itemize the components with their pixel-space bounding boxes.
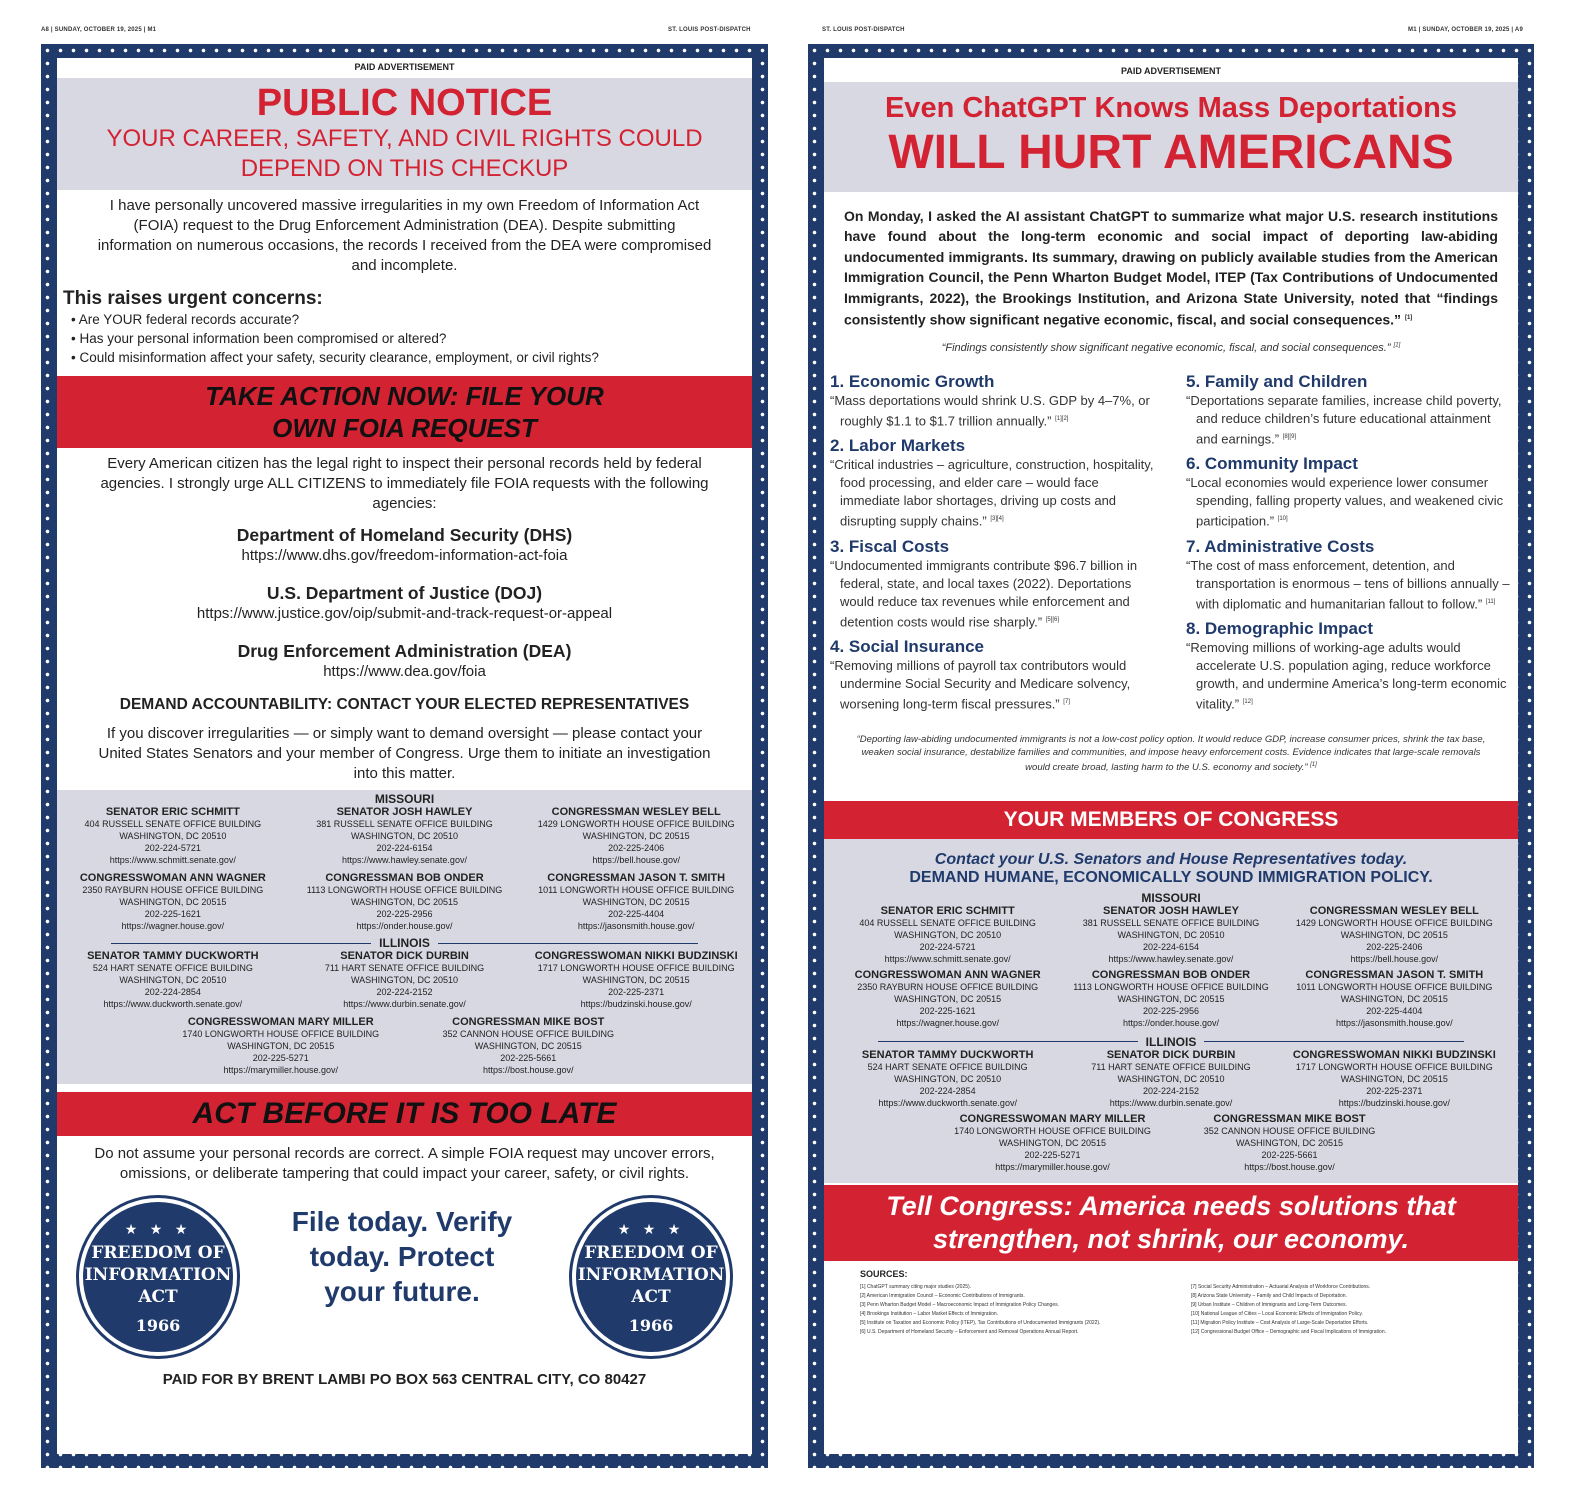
rep-address: 1113 LONGWORTH HOUSE OFFICE BUILDING bbox=[1073, 981, 1269, 992]
rep-phone: 202-225-5661 bbox=[1261, 1149, 1318, 1160]
impact-quote: “Local economies would experience lower consumer spending, falling property values, and weakened civic participation.” [10] bbox=[1186, 475, 1504, 529]
impact-section bbox=[830, 436, 1156, 530]
agency-name: Department of Homeland Security (DHS) bbox=[236, 525, 573, 545]
rep-url[interactable]: https://www.schmitt.senate.gov/ bbox=[109, 855, 236, 865]
rep-phone: 202-225-1621 bbox=[919, 1005, 976, 1016]
rep-city: WASHINGTON, DC 20515 bbox=[350, 897, 459, 907]
rep-row bbox=[57, 1016, 752, 1076]
folio-left: A8 | SUNDAY, OCTOBER 19, 2025 | M1 bbox=[41, 27, 157, 33]
impact-heading: 7. Administrative Costs bbox=[1186, 536, 1375, 556]
rep-city: WASHINGTON, DC 20515 bbox=[227, 1041, 335, 1051]
rep-row bbox=[824, 1049, 1518, 1109]
rep-card bbox=[836, 1049, 1059, 1109]
demand-body: If you discover irregularities — or simply want to demand oversight — please contact your United States Senators and your member of Congress. Urge them to initiate an investigation into this matter. bbox=[98, 725, 711, 782]
rep-city: WASHINGTON, DC 20510 bbox=[894, 929, 1002, 940]
rep-city: WASHINGTON, DC 20515 bbox=[582, 897, 690, 907]
rep-name: CONGRESSWOMAN ANN WAGNER bbox=[854, 968, 1041, 981]
rep-card bbox=[157, 1016, 405, 1076]
rep-row bbox=[57, 950, 752, 1010]
source-item: [11] Migration Policy Institute – Cost Analysis of Large-Scale Deportation Efforts. bbox=[1191, 1319, 1369, 1326]
closing-quote: “Deporting law-abiding undocumented immigrants is not a low-cost policy option. It would reduce GDP, increase consumer prices, shrink the tax base, weaken social insurance, destabilize families and communities, and impose heavy enforcement costs. Evidence indicates that large-scale removals would create broad, lasting harm to the U.S. economy and society.” [1] bbox=[856, 734, 1486, 774]
rep-address: 1717 LONGWORTH HOUSE OFFICE BUILDING bbox=[537, 963, 735, 973]
impact-section bbox=[1186, 537, 1512, 613]
rep-address: 381 RUSSELL SENATE OFFICE BUILDING bbox=[1082, 917, 1260, 928]
rep-phone: 202-225-2406 bbox=[608, 843, 665, 853]
members-block bbox=[824, 839, 1518, 1183]
chatgpt-header bbox=[824, 82, 1518, 192]
rep-url[interactable]: https://onder.house.gov/ bbox=[356, 921, 453, 931]
rep-address: 404 RUSSELL SENATE OFFICE BUILDING bbox=[859, 917, 1036, 928]
footnote-ref: [10] bbox=[1277, 516, 1288, 523]
rep-city: WASHINGTON, DC 20515 bbox=[582, 831, 690, 841]
rep-city: WASHINGTON, DC 20510 bbox=[1117, 1073, 1225, 1084]
rep-phone: 202-225-2956 bbox=[376, 909, 433, 919]
headline: PUBLIC NOTICE bbox=[256, 82, 553, 124]
paid-label: PAID ADVERTISEMENT bbox=[1120, 66, 1221, 76]
right-ad-page bbox=[808, 44, 1534, 1468]
source-item: [12] Congressional Budget Office – Demographic and Fiscal Implications of Immigration. bbox=[1191, 1328, 1387, 1335]
rep-city: WASHINGTON, DC 20510 bbox=[119, 831, 227, 841]
impact-heading: 4. Social Insurance bbox=[830, 637, 985, 657]
folio-left-paper: ST. LOUIS POST-DISPATCH bbox=[668, 27, 751, 33]
footnote-ref: [7] bbox=[1063, 699, 1070, 706]
intro-text: I have personally uncovered massive irregularities in my own Freedom of Information Act (FOIA) request to the Drug Enforcement Administration (DEA). Despite submitting information on numerous occasions, the records I received from the DEA were compromised and incomplete. bbox=[97, 197, 712, 274]
impact-section bbox=[1186, 454, 1512, 530]
impact-quote: “Undocumented immigrants contribute $96.7 billion in federal, state, and local taxes (2022). Deportations would reduce tax revenues while enforcement and detention costs would rise sharply.” [5][6] bbox=[830, 557, 1138, 630]
rep-card bbox=[836, 905, 1059, 965]
impact-quote: “Removing millions of working-age adults would accelerate U.S. population aging, reduce workforce growth, and undermine America’s long-term economic vitality.” [12] bbox=[1186, 640, 1507, 712]
rep-card bbox=[520, 950, 752, 1010]
rep-phone: 202-225-5661 bbox=[500, 1053, 557, 1063]
state-label: ILLINOIS bbox=[1145, 1034, 1197, 1049]
rep-address: 352 CANNON HOUSE OFFICE BUILDING bbox=[1203, 1125, 1376, 1136]
rep-row bbox=[824, 905, 1518, 965]
rep-url[interactable]: https://marymiller.house.gov/ bbox=[223, 1065, 339, 1075]
rep-phone: 202-225-5271 bbox=[252, 1053, 309, 1063]
concern-item: • Could misinformation affect your safety, security clearance, employment, or civil rights? bbox=[71, 350, 599, 365]
rep-name: SENATOR JOSH HAWLEY bbox=[1103, 904, 1239, 917]
rep-row bbox=[57, 872, 752, 932]
members-banner: YOUR MEMBERS OF CONGRESS bbox=[824, 801, 1518, 839]
agency-url[interactable]: https://www.dea.gov/foia bbox=[323, 663, 486, 680]
rep-name: CONGRESSMAN BOB ONDER bbox=[1091, 968, 1251, 981]
rep-address: 2350 RAYBURN HOUSE OFFICE BUILDING bbox=[857, 981, 1039, 992]
rep-card bbox=[57, 950, 289, 1010]
rep-address: 1113 LONGWORTH HOUSE OFFICE BUILDING bbox=[306, 885, 503, 895]
state-label: MISSOURI bbox=[374, 792, 435, 806]
rep-address: 2350 RAYBURN HOUSE OFFICE BUILDING bbox=[82, 885, 264, 895]
rep-name: CONGRESSWOMAN NIKKI BUDZINSKI bbox=[1292, 1048, 1496, 1061]
rep-city: WASHINGTON, DC 20510 bbox=[119, 975, 227, 985]
rep-url[interactable]: https://www.duckworth.senate.gov/ bbox=[103, 999, 243, 1009]
rep-address: 1429 LONGWORTH HOUSE OFFICE BUILDING bbox=[1295, 917, 1493, 928]
rep-address: 711 HART SENATE OFFICE BUILDING bbox=[324, 963, 485, 973]
impact-quote: “Critical industries – agriculture, construction, hospitality, food processing, and elder care – would face immediate labor shortages, driving up costs and disrupting supply chains.” [3][4] bbox=[830, 457, 1154, 529]
impact-quote: “The cost of mass enforcement, detention, and transportation is enormous – tens of billions annually – with diplomatic and humanitarian fallout to follow.” [11] bbox=[1186, 557, 1510, 612]
rep-city: WASHINGTON, DC 20515 bbox=[1340, 1073, 1448, 1084]
public-notice-header bbox=[57, 78, 752, 190]
footnote-ref: [1][2] bbox=[1055, 416, 1069, 423]
source-item: [9] Urban Institute – Children of Immigrants and Long-Term Outcomes. bbox=[1191, 1301, 1347, 1308]
rep-card bbox=[57, 806, 289, 866]
concern-item: • Has your personal information been compromised or altered? bbox=[71, 331, 447, 346]
rep-phone: 202-225-2371 bbox=[608, 987, 665, 997]
rep-address: 524 HART SENATE OFFICE BUILDING bbox=[867, 1061, 1028, 1072]
rep-city: WASHINGTON, DC 20515 bbox=[119, 897, 227, 907]
rep-card bbox=[1059, 1049, 1282, 1109]
too-late-body: Do not assume your personal records are correct. A simple FOIA request may uncover errors, omissions, or deliberate tampering that could impact your career, safety, or civil rights. bbox=[94, 1145, 715, 1182]
act-before-banner: ACT BEFORE IT IS TOO LATE bbox=[57, 1092, 752, 1136]
rep-card bbox=[1283, 905, 1506, 965]
rep-name: CONGRESSWOMAN MARY MILLER bbox=[187, 1016, 374, 1028]
rep-url[interactable]: https://www.hawley.senate.gov/ bbox=[342, 855, 467, 865]
rep-url[interactable]: https://budzinski.house.gov/ bbox=[1338, 1097, 1450, 1108]
rep-url[interactable]: https://bost.house.gov/ bbox=[482, 1065, 574, 1075]
rep-card bbox=[836, 969, 1059, 1029]
rep-url[interactable]: https://jasonsmith.house.gov/ bbox=[577, 921, 695, 931]
foia-seal-left bbox=[79, 1198, 237, 1356]
paid-label: PAID ADVERTISEMENT bbox=[354, 62, 455, 72]
rep-address: 1429 LONGWORTH HOUSE OFFICE BUILDING bbox=[537, 819, 735, 829]
rep-name: SENATOR TAMMY DUCKWORTH bbox=[861, 1048, 1034, 1061]
seal-year: 1966 bbox=[135, 1316, 181, 1335]
rep-phone: 202-225-2956 bbox=[1142, 1005, 1200, 1016]
rep-name: SENATOR JOSH HAWLEY bbox=[336, 806, 473, 818]
source-item: [8] Arizona State University – Family and Child Impacts of Deportation. bbox=[1191, 1292, 1347, 1299]
rep-address: 404 RUSSELL SENATE OFFICE BUILDING bbox=[84, 819, 262, 829]
rep-name: CONGRESSWOMAN ANN WAGNER bbox=[79, 872, 266, 884]
footnote-ref: [8][9] bbox=[1282, 434, 1297, 441]
star-icon: ★ ★ ★ bbox=[124, 1222, 192, 1238]
seal-text: FREEDOM OF INFORMATION ACT bbox=[84, 1243, 232, 1307]
impact-section bbox=[830, 637, 1156, 713]
agency-name: U.S. Department of Justice (DOJ) bbox=[266, 583, 543, 603]
rep-card bbox=[57, 872, 289, 932]
rep-name: SENATOR DICK DURBIN bbox=[1106, 1048, 1236, 1061]
rep-name: CONGRESSMAN JASON T. SMITH bbox=[547, 872, 726, 884]
concern-item: • Are YOUR federal records accurate? bbox=[71, 312, 300, 327]
impact-section bbox=[1186, 372, 1512, 448]
rep-card bbox=[1059, 969, 1282, 1029]
rep-city: WASHINGTON, DC 20515 bbox=[1340, 993, 1448, 1004]
rep-card bbox=[1283, 1049, 1506, 1109]
rep-url[interactable]: https://www.hawley.senate.gov/ bbox=[1108, 953, 1234, 964]
intro-text: On Monday, I asked the AI assistant ChatGPT to summarize what major U.S. research institutions have found about the long-term economic and social impact of deporting law-abiding undocumented immigrants. Its summary, drawing on publicly available studies from the American Immigration Council, the Penn Wharton Budget Model, ITEP (Tax Contributions of Undocumented Immigrants, 2022), the Brookings Institution, and Arizona State University, noted that “findings consistently show significant negative economic, fiscal, and social consequences.” [1] bbox=[844, 208, 1498, 328]
rep-card bbox=[520, 872, 752, 932]
rep-url[interactable]: https://bell.house.gov/ bbox=[592, 855, 680, 865]
rep-card bbox=[1283, 969, 1506, 1029]
rep-phone: 202-224-2854 bbox=[919, 1085, 976, 1096]
action-body: Every American citizen has the legal right to inspect their personal records held by federal agencies. I strongly urge ALL CITIZENS to immediately file FOIA requests with the following agencies: bbox=[100, 455, 709, 512]
seal-text: FREEDOM OF INFORMATION ACT bbox=[577, 1243, 725, 1307]
impact-section bbox=[830, 537, 1156, 631]
slogan: File today. Verify today. Protect your future. bbox=[291, 1206, 513, 1307]
impact-quote: “Deportations separate families, increase child poverty, and reduce children’s future educational attainment and earnings.” [8][9] bbox=[1186, 393, 1502, 447]
rep-url[interactable]: https://wagner.house.gov/ bbox=[896, 1017, 999, 1028]
contact-line: Contact your U.S. Senators and House Representatives today. bbox=[934, 850, 1408, 868]
rep-address: 352 CANNON HOUSE OFFICE BUILDING bbox=[442, 1029, 615, 1039]
source-item: [3] Penn Wharton Budget Model – Macroeconomic Impact of Immigration Policy Changes. bbox=[860, 1301, 1059, 1308]
right-ad-content bbox=[824, 58, 1518, 1454]
agency-url[interactable]: https://www.dhs.gov/freedom-information-act-foia bbox=[241, 547, 568, 564]
footnote-ref: [3][4] bbox=[990, 516, 1004, 523]
impact-quote: “Mass deportations would shrink U.S. GDP by 4–7%, or roughly $1.1 to $1.7 trillion annually.” [1][2] bbox=[830, 393, 1150, 429]
rep-address: 1717 LONGWORTH HOUSE OFFICE BUILDING bbox=[1295, 1061, 1493, 1072]
rep-address: 1011 LONGWORTH HOUSE OFFICE BUILDING bbox=[1296, 981, 1493, 992]
rep-card bbox=[289, 806, 521, 866]
impact-columns bbox=[824, 354, 1518, 713]
rep-phone: 202-225-5271 bbox=[1024, 1149, 1081, 1160]
rep-url[interactable]: https://budzinski.house.gov/ bbox=[580, 999, 692, 1009]
rep-url[interactable]: https://marymiller.house.gov/ bbox=[995, 1161, 1110, 1172]
left-ad-content bbox=[57, 58, 752, 1454]
rep-phone: 202-224-2152 bbox=[1142, 1085, 1200, 1096]
sources-title: SOURCES: bbox=[860, 1268, 908, 1279]
headline-line2: WILL HURT AMERICANS bbox=[888, 126, 1454, 179]
agency-url[interactable]: https://www.justice.gov/oip/submit-and-track-request-or-appeal bbox=[196, 605, 613, 622]
rep-city: WASHINGTON, DC 20515 bbox=[1340, 929, 1448, 940]
rep-name: CONGRESSMAN JASON T. SMITH bbox=[1305, 968, 1484, 981]
impact-heading: 5. Family and Children bbox=[1186, 372, 1368, 392]
rep-address: 711 HART SENATE OFFICE BUILDING bbox=[1091, 1061, 1251, 1072]
rep-city: WASHINGTON, DC 20515 bbox=[998, 1137, 1107, 1148]
impact-heading: 2. Labor Markets bbox=[830, 436, 966, 456]
source-item: [10] National League of Cities – Local Economic Effects of Immigration Policy. bbox=[1191, 1310, 1363, 1317]
rep-url[interactable]: https://www.duckworth.senate.gov/ bbox=[878, 1097, 1017, 1108]
impact-quote: “Removing millions of payroll tax contributors would undermine Social Security and Medicare solvency, worsening long-term fiscal pressures.” [7] bbox=[830, 658, 1131, 712]
source-item: [2] American Immigration Council – Economic Contributions of Immigrants. bbox=[860, 1292, 1025, 1299]
rep-address: 1740 LONGWORTH HOUSE OFFICE BUILDING bbox=[182, 1029, 380, 1039]
rep-phone: 202-224-2854 bbox=[144, 987, 201, 997]
rep-name: CONGRESSMAN MIKE BOST bbox=[452, 1016, 605, 1028]
rep-card bbox=[289, 872, 521, 932]
source-item: [4] Brookings Institution – Labor Market Effects of Immigration. bbox=[860, 1310, 999, 1317]
rep-address: 1740 LONGWORTH HOUSE OFFICE BUILDING bbox=[954, 1125, 1151, 1136]
rep-card bbox=[934, 1113, 1171, 1173]
agency-name: Drug Enforcement Administration (DEA) bbox=[237, 641, 572, 661]
rep-card bbox=[405, 1016, 653, 1076]
rep-city: WASHINGTON, DC 20510 bbox=[350, 975, 459, 985]
rep-url[interactable]: https://bost.house.gov/ bbox=[1244, 1161, 1335, 1172]
rep-card bbox=[289, 950, 521, 1010]
pull-quote: “Findings consistently show significant negative economic, fiscal, and social consequences.” [1] bbox=[941, 342, 1401, 355]
rep-url[interactable]: https://www.durbin.senate.gov/ bbox=[1109, 1097, 1233, 1108]
impact-heading: 1. Economic Growth bbox=[830, 372, 995, 392]
rep-name: CONGRESSMAN MIKE BOST bbox=[1213, 1112, 1366, 1125]
rep-row bbox=[57, 806, 752, 866]
source-item: [5] Institute on Taxation and Economic Policy (ITEP), Tax Contributions of Undocumented Immigrants (2022). bbox=[860, 1319, 1101, 1326]
impact-heading: 8. Demographic Impact bbox=[1186, 619, 1374, 639]
rep-phone: 202-225-1621 bbox=[144, 909, 201, 919]
rep-card bbox=[1171, 1113, 1408, 1173]
demand-line: DEMAND HUMANE, ECONOMICALLY SOUND IMMIGRATION POLICY. bbox=[909, 868, 1433, 886]
rep-name: SENATOR TAMMY DUCKWORTH bbox=[87, 950, 259, 962]
paid-for: PAID FOR BY BRENT LAMBI PO BOX 563 CENTRAL CITY, CO 80427 bbox=[162, 1371, 647, 1388]
impact-heading: 6. Community Impact bbox=[1186, 454, 1358, 474]
source-item: [7] Social Security Administration – Actuarial Analysis of Workforce Contributions. bbox=[1191, 1283, 1371, 1290]
rep-city: WASHINGTON, DC 20515 bbox=[582, 975, 690, 985]
rep-url[interactable]: https://jasonsmith.house.gov/ bbox=[1336, 1017, 1453, 1028]
rep-address: 381 RUSSELL SENATE OFFICE BUILDING bbox=[316, 819, 493, 829]
rep-name: CONGRESSMAN WESLEY BELL bbox=[551, 806, 721, 818]
impact-section bbox=[1186, 619, 1512, 713]
seal-year: 1966 bbox=[628, 1316, 674, 1335]
rep-url[interactable]: https://onder.house.gov/ bbox=[1122, 1017, 1220, 1028]
rep-phone: 202-225-2371 bbox=[1366, 1085, 1423, 1096]
footnote-ref: [12] bbox=[1242, 699, 1253, 706]
rep-name: CONGRESSWOMAN MARY MILLER bbox=[959, 1112, 1146, 1125]
rep-url[interactable]: https://bell.house.gov/ bbox=[1350, 953, 1439, 964]
rep-city: WASHINGTON, DC 20515 bbox=[894, 993, 1002, 1004]
impact-section bbox=[830, 372, 1156, 430]
take-action-banner: TAKE ACTION NOW: FILE YOUR OWN FOIA REQUEST bbox=[57, 376, 752, 448]
source-item: [1] ChatGPT summary citing major studies (2025). bbox=[860, 1283, 972, 1290]
rep-city: WASHINGTON, DC 20515 bbox=[1117, 993, 1225, 1004]
rep-url[interactable]: https://www.schmitt.senate.gov/ bbox=[884, 953, 1011, 964]
rep-phone: 202-224-6154 bbox=[376, 843, 433, 853]
rep-name: SENATOR DICK DURBIN bbox=[340, 950, 469, 962]
rep-phone: 202-224-5721 bbox=[144, 843, 201, 853]
demand-heading: DEMAND ACCOUNTABILITY: CONTACT YOUR ELECTED REPRESENTATIVES bbox=[119, 696, 690, 713]
rep-city: WASHINGTON, DC 20510 bbox=[1117, 929, 1225, 940]
source-item: [6] U.S. Department of Homeland Security – Enforcement and Removal Operations Annual Report. bbox=[860, 1328, 1079, 1335]
rep-card bbox=[1059, 905, 1282, 965]
left-ad-page bbox=[41, 44, 768, 1468]
rep-name: CONGRESSWOMAN NIKKI BUDZINSKI bbox=[534, 950, 738, 962]
state-label: ILLINOIS bbox=[379, 936, 430, 950]
rep-url[interactable]: https://wagner.house.gov/ bbox=[121, 921, 225, 931]
star-icon: ★ ★ ★ bbox=[617, 1222, 685, 1238]
rep-phone: 202-224-5721 bbox=[919, 941, 976, 952]
rep-name: SENATOR ERIC SCHMITT bbox=[105, 806, 240, 818]
footnote-ref: [5][6] bbox=[1045, 616, 1060, 623]
rep-row bbox=[824, 969, 1518, 1029]
rep-phone: 202-225-2406 bbox=[1366, 941, 1423, 952]
representatives-block bbox=[57, 790, 752, 1084]
rep-city: WASHINGTON, DC 20515 bbox=[474, 1041, 582, 1051]
folio-right: M1 | SUNDAY, OCTOBER 19, 2025 | A9 bbox=[1408, 27, 1523, 33]
rep-address: 1011 LONGWORTH HOUSE OFFICE BUILDING bbox=[538, 885, 735, 895]
footnote-ref: [11] bbox=[1485, 598, 1496, 605]
rep-city: WASHINGTON, DC 20510 bbox=[350, 831, 459, 841]
rep-card bbox=[520, 806, 752, 866]
rep-phone: 202-224-2152 bbox=[376, 987, 433, 997]
concerns-title: This raises urgent concerns: bbox=[63, 288, 323, 309]
rep-city: WASHINGTON, DC 20515 bbox=[1235, 1137, 1344, 1148]
rep-name: SENATOR ERIC SCHMITT bbox=[880, 904, 1015, 917]
rep-city: WASHINGTON, DC 20510 bbox=[894, 1073, 1002, 1084]
folio-right-paper: ST. LOUIS POST-DISPATCH bbox=[822, 27, 905, 33]
rep-phone: 202-224-6154 bbox=[1142, 941, 1200, 952]
tell-congress-banner: Tell Congress: America needs solutions that strengthen, not shrink, our economy. bbox=[824, 1185, 1518, 1261]
rep-address: 524 HART SENATE OFFICE BUILDING bbox=[92, 963, 253, 973]
impact-heading: 3. Fiscal Costs bbox=[830, 536, 950, 556]
state-label: MISSOURI bbox=[1141, 890, 1201, 905]
rep-phone: 202-225-4404 bbox=[608, 909, 665, 919]
headline-line1: Even ChatGPT Knows Mass Deportations bbox=[884, 92, 1458, 124]
subhead: YOUR CAREER, SAFETY, AND CIVIL RIGHTS COULD DEPEND ON THIS CHECKUP bbox=[106, 125, 703, 182]
foia-seal-right bbox=[572, 1198, 730, 1356]
rep-url[interactable]: https://www.durbin.senate.gov/ bbox=[343, 999, 466, 1009]
rep-row bbox=[824, 1113, 1518, 1173]
rep-name: CONGRESSMAN WESLEY BELL bbox=[1309, 904, 1479, 917]
rep-name: CONGRESSMAN BOB ONDER bbox=[325, 872, 484, 884]
rep-phone: 202-225-4404 bbox=[1366, 1005, 1423, 1016]
